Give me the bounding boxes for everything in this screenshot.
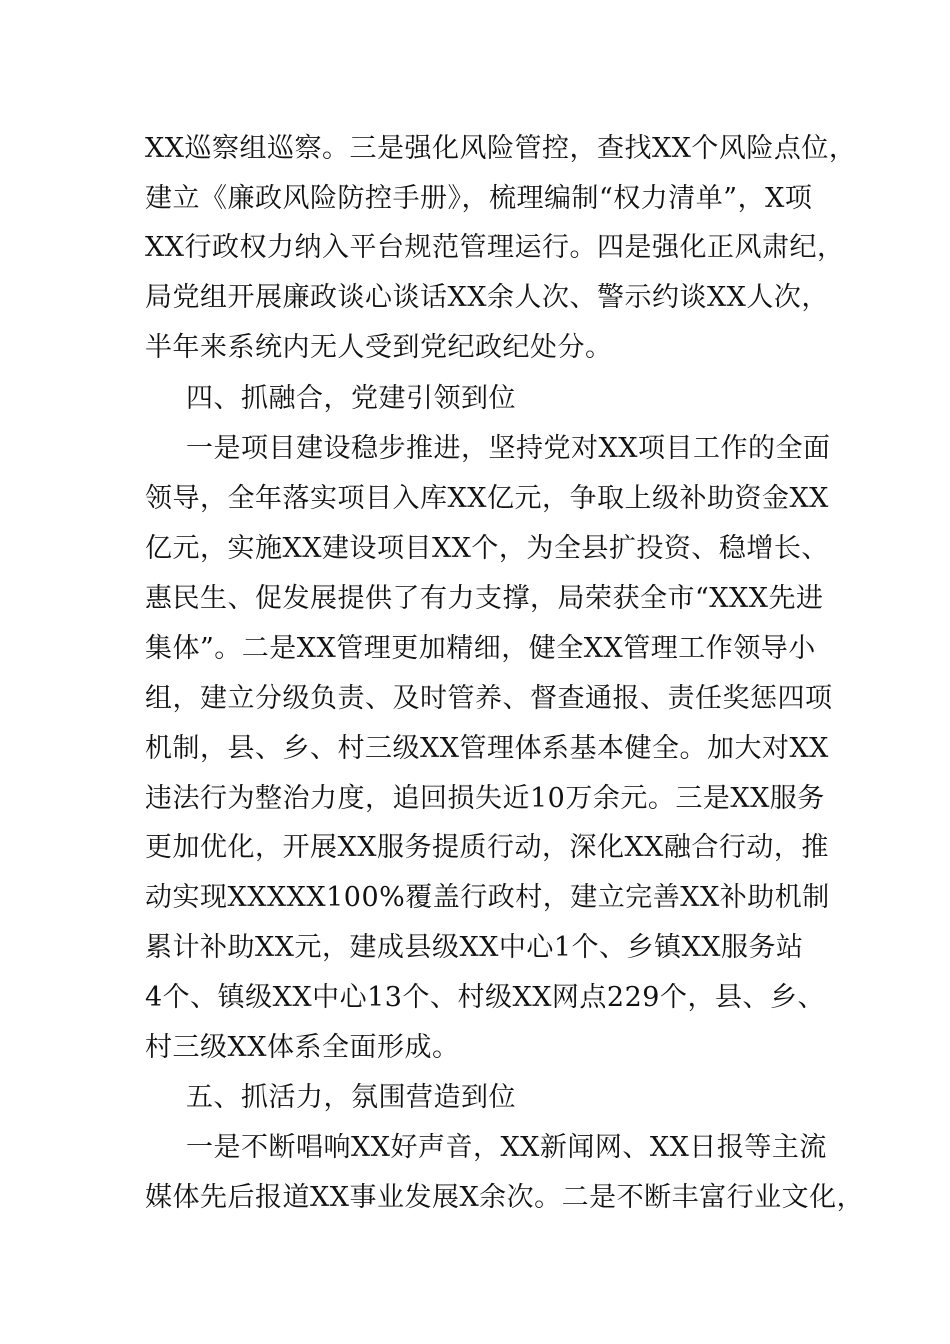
body-text-line: 集体”。二是XX管理更加精细，健全XX管理工作领导小 — [145, 633, 816, 664]
body-text-line: 更加优化，开展XX服务提质行动，深化XX融合行动，推 — [145, 832, 829, 863]
body-text-line: 媒体先后报道XX事业发展X余次。二是不断丰富行业文化， — [145, 1182, 865, 1213]
section-heading-5: 五、抓活力，氛围营造到位 — [186, 1082, 516, 1113]
body-text-line: 领导，全年落实项目入库XX亿元，争取上级补助资金XX — [145, 483, 829, 514]
body-text-line: XX行政权力纳入平台规范管理运行。四是强化正风肃纪， — [145, 232, 845, 263]
body-text-line: 一是不断唱响XX好声音，XX新闻网、XX日报等主流 — [186, 1132, 827, 1163]
body-text-line: 局党组开展廉政谈心谈话XX余人次、警示约谈XX人次， — [145, 282, 829, 313]
body-text-line: 累计补助XX元，建成县级XX中心1个、乡镇XX服务站 — [145, 932, 804, 963]
body-text-line: 建立《廉政风险防控手册》，梳理编制“权力清单”，X项 — [145, 183, 813, 214]
body-text-line: 组，建立分级负责、及时管养、督查通报、责任奖惩四项 — [145, 683, 833, 714]
body-text-line: 一是项目建设稳步推进，坚持党对XX项目工作的全面 — [186, 433, 831, 464]
body-text-line: 村三级XX体系全面形成。 — [145, 1032, 460, 1063]
body-text-line: 违法行为整治力度，追回损失近10万余元。三是XX服务 — [145, 783, 825, 814]
section-heading-4: 四、抓融合，党建引领到位 — [186, 383, 516, 414]
body-text-line: 半年来系统内无人受到党纪政纪处分。 — [145, 332, 613, 363]
body-text-line: 亿元，实施XX建设项目XX个，为全县扩投资、稳增长、 — [145, 533, 829, 564]
body-text-line: 惠民生、促发展提供了有力支撑，局荣获全市“XXX先进 — [145, 583, 824, 614]
body-text-line: XX巡察组巡察。三是强化风险管控，查找XX个风险点位， — [145, 133, 857, 164]
body-text-line: 动实现XXXXX100%覆盖行政村，建立完善XX补助机制 — [145, 882, 830, 913]
body-text-line: 机制，县、乡、村三级XX管理体系基本健全。加大对XX — [145, 733, 829, 764]
body-text-line: 4个、镇级XX中心13个、村级XX网点229个，县、乡、 — [145, 982, 825, 1013]
